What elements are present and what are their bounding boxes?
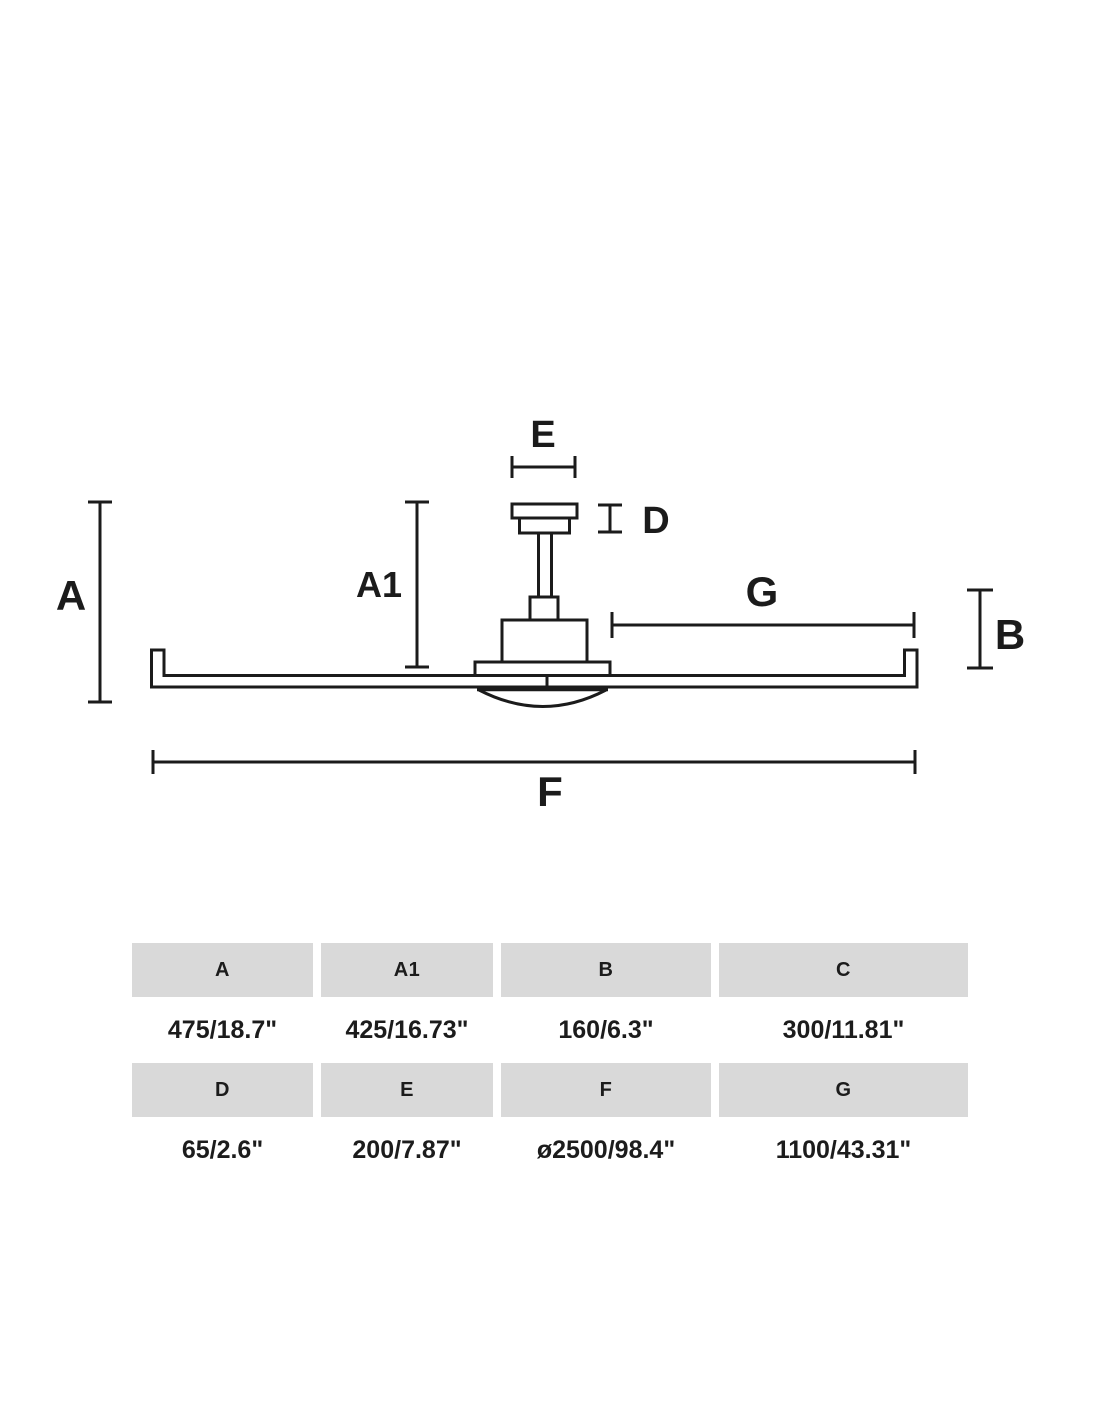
canopy-bottom (520, 518, 570, 533)
table-value-cell: 1100/43.31" (719, 1117, 968, 1183)
dim-d-label: D (642, 500, 670, 542)
table-header-cell: F (501, 1063, 711, 1117)
table-value-cell: 65/2.6" (132, 1117, 313, 1183)
table-header-cell: A1 (321, 943, 493, 997)
dim-a-line (88, 502, 112, 702)
dimension-table (132, 943, 968, 1183)
table-value-cell: 475/18.7" (132, 997, 313, 1063)
dim-a1-line (405, 502, 429, 667)
table-header-cell: C (719, 943, 968, 997)
dim-b-label: B (994, 611, 1026, 658)
table-header-cell: E (321, 1063, 493, 1117)
motor-housing (502, 620, 587, 662)
table-value-cell: 160/6.3" (501, 997, 711, 1063)
table-header-cell: B (501, 943, 711, 997)
table-header-cell: G (719, 1063, 968, 1117)
downrod (539, 533, 552, 597)
table-value-cell: 425/16.73" (321, 997, 493, 1063)
dim-g-label: G (745, 568, 779, 615)
table-header-cell: D (132, 1063, 313, 1117)
dim-f-line (153, 750, 915, 774)
downrod-connector (530, 597, 558, 620)
motor-plate (475, 662, 610, 676)
dim-a1-label: A1 (355, 564, 403, 605)
table-header-row-1 (132, 943, 968, 997)
dim-a-label: A (55, 572, 87, 619)
table-value-cell: ø2500/98.4" (501, 1117, 711, 1183)
light-dome (479, 690, 606, 707)
table-value-row-1 (132, 997, 968, 1063)
table-header-cell: A (132, 943, 313, 997)
dim-g-line (612, 612, 914, 638)
table-header-row-2 (132, 1063, 968, 1117)
dim-f-label: F (537, 768, 563, 815)
canopy-top (512, 504, 577, 518)
table-value-cell: 200/7.87" (321, 1117, 493, 1183)
dim-e-line (512, 456, 575, 478)
dim-e-label: E (530, 414, 556, 456)
table-value-row-2 (132, 1117, 968, 1183)
dim-b-line (967, 590, 993, 668)
table-value-cell: 300/11.81" (719, 997, 968, 1063)
dim-d-line (598, 505, 622, 532)
